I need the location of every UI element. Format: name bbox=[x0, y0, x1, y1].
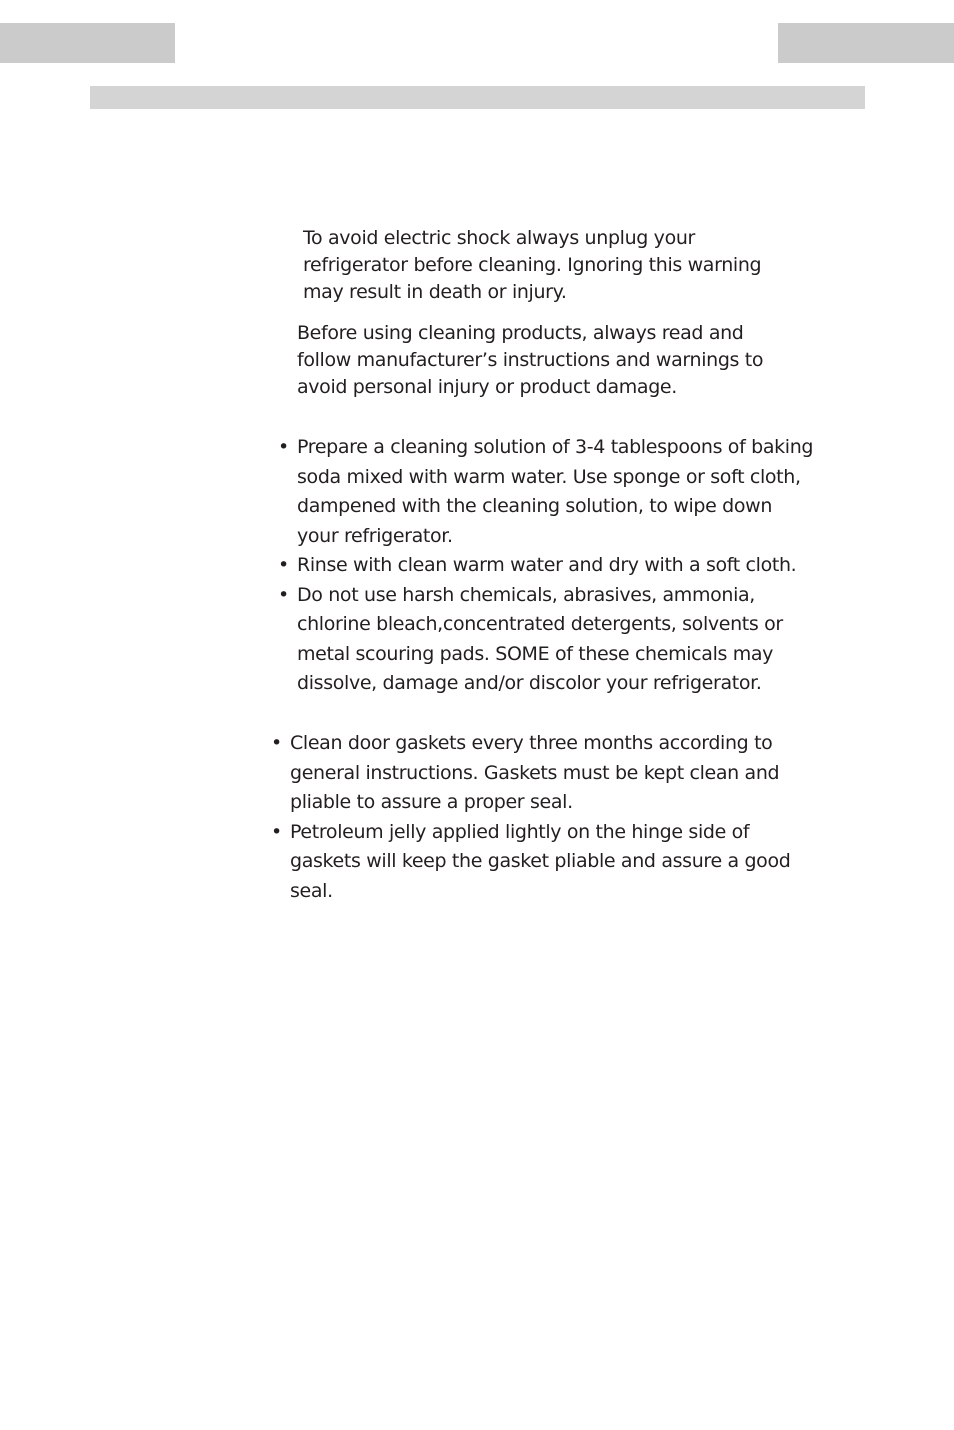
warning-text: To avoid electric shock always unplug your refrigerator before cleaning. Ignoring this warning may result in death or injury. bbox=[303, 227, 762, 303]
list-item-text: Do not use harsh chemicals, abrasives, ammonia, chlorine bleach,concentrated detergents, solvents or metal scouring pads. SOME of these chemicals may dissolve, damage and/or discolor your refrigerator. bbox=[297, 583, 783, 694]
bullet-icon: • bbox=[271, 820, 282, 843]
bullet-icon: • bbox=[278, 436, 289, 458]
list-item bbox=[271, 729, 811, 818]
section-header-bar bbox=[90, 86, 865, 109]
list-item-text: Clean door gaskets every three months according to general instructions. Gaskets must be kept clean and pliable to assure a proper seal. bbox=[290, 732, 780, 813]
list-item-text: Petroleum jelly applied lightly on the hinge side of gaskets will keep the gasket pliable and assure a good seal. bbox=[290, 820, 791, 902]
header-tab-right bbox=[778, 23, 954, 63]
list-item bbox=[278, 433, 818, 551]
list-item-text: Prepare a cleaning solution of 3-4 tablespoons of baking soda mixed with warm water. Use sponge or soft cloth, dampened with the cleaning solution, to wipe down your refrigerator. bbox=[297, 436, 814, 547]
bullet-icon: • bbox=[278, 554, 289, 576]
door-gaskets-list bbox=[271, 729, 811, 906]
list-item bbox=[278, 551, 818, 581]
bullet-icon: • bbox=[271, 732, 282, 754]
list-item-text: Rinse with clean warm water and dry with a soft cloth. bbox=[297, 554, 797, 576]
list-item bbox=[271, 818, 811, 907]
bullet-icon: • bbox=[278, 583, 289, 606]
list-item bbox=[278, 581, 818, 699]
general-cleaning-list bbox=[278, 433, 818, 699]
header-tab-left bbox=[0, 23, 175, 63]
caution-text: Before using cleaning products, always read and follow manufacturer’s instructions and warnings to avoid personal injury or product damage. bbox=[297, 322, 764, 398]
